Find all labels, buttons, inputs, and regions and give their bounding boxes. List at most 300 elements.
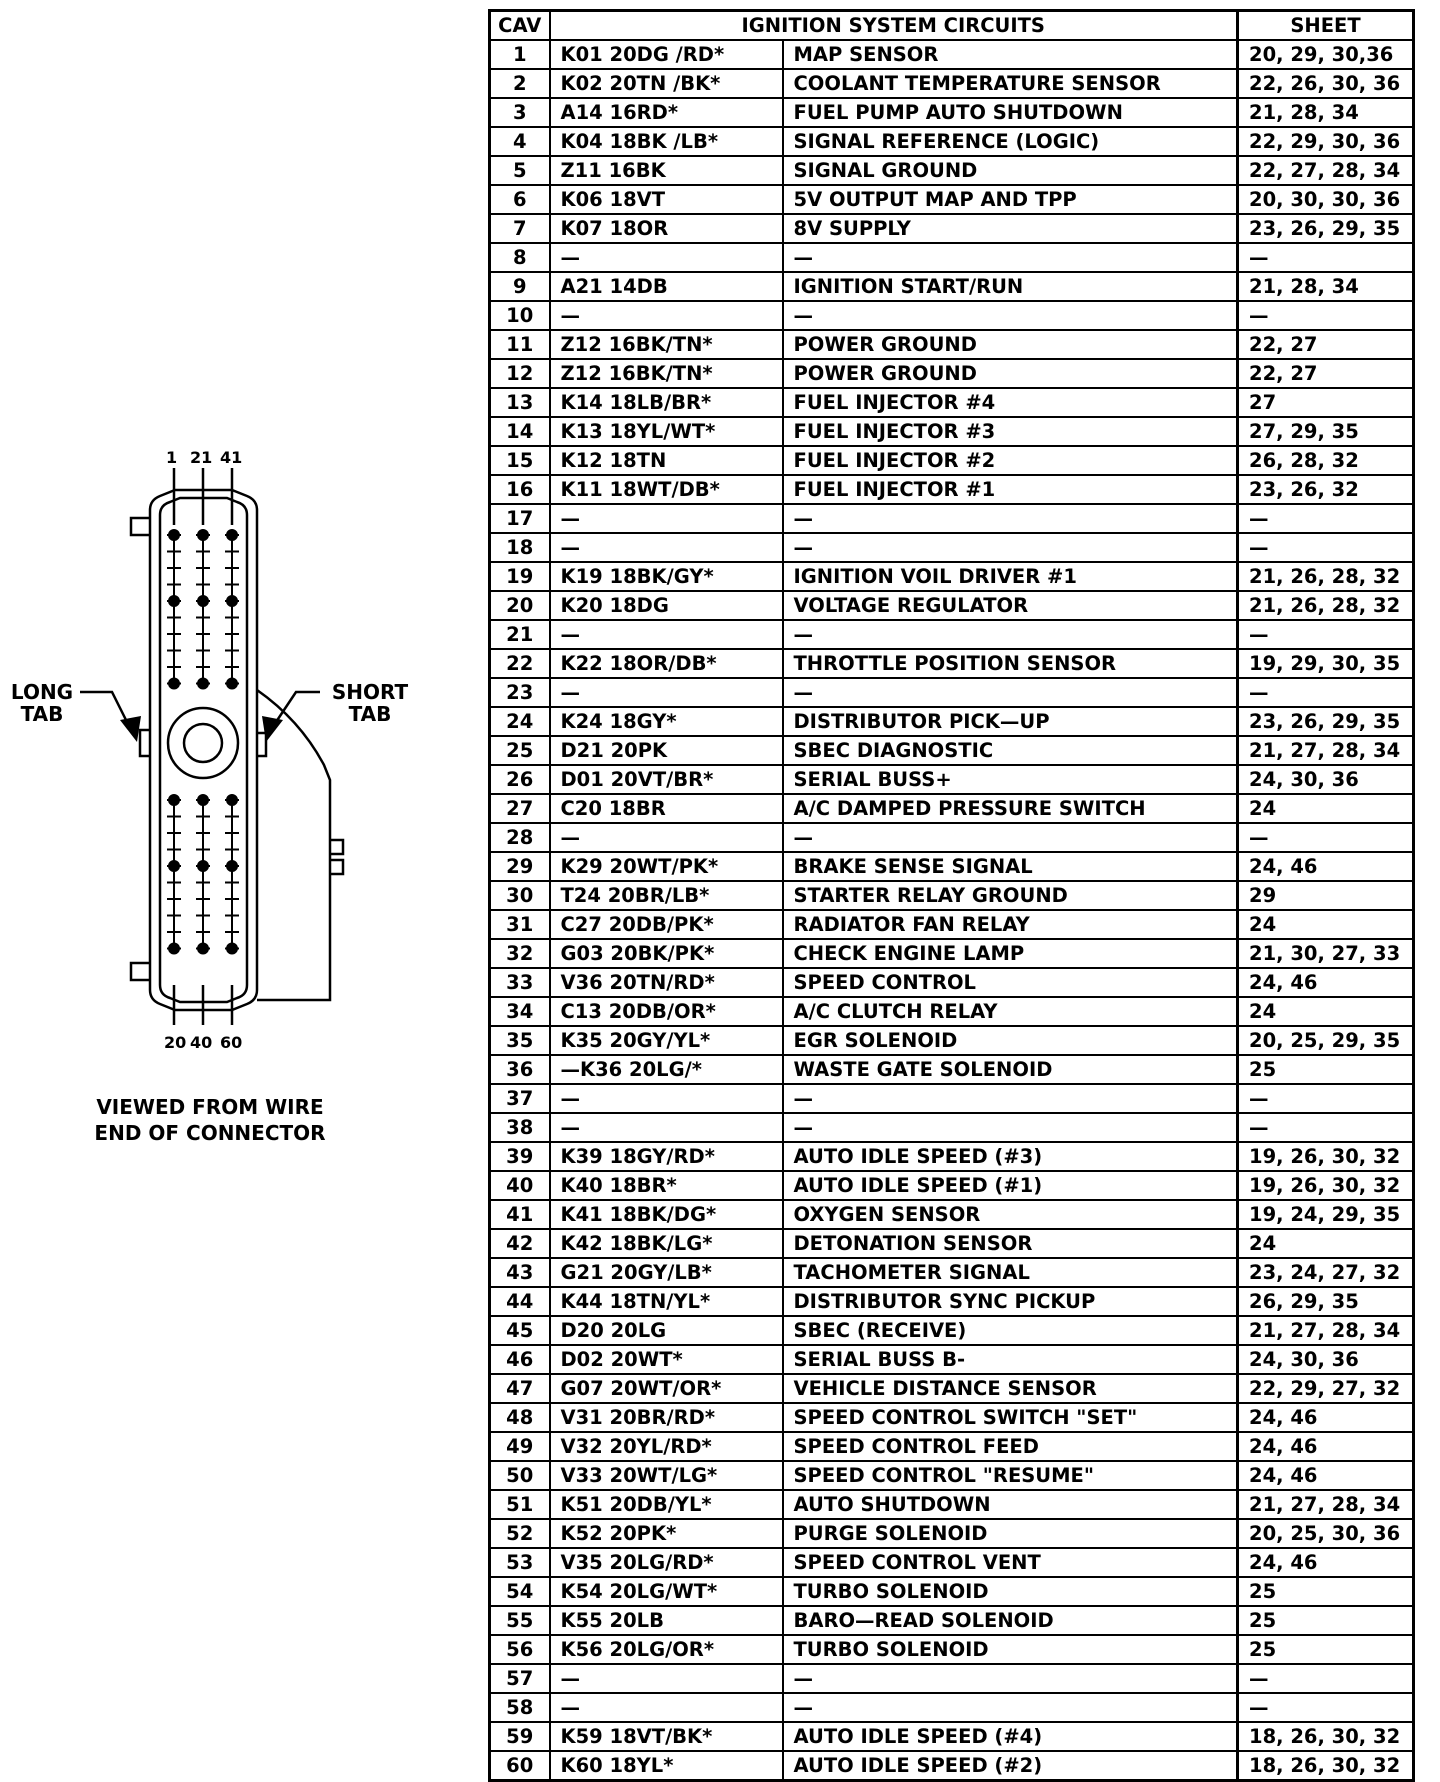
table-row [490, 794, 1414, 823]
cav-cell: 57 [490, 1664, 550, 1693]
pin-dot [198, 795, 208, 805]
sheet-cell: 22, 26, 30, 36 [1238, 69, 1414, 98]
wire-cell: T24 20BR/LB* [550, 881, 783, 910]
circuit-cell: TURBO SOLENOID [783, 1577, 1238, 1606]
sheet-cell: 21, 27, 28, 34 [1238, 1490, 1414, 1519]
cav-cell: 47 [490, 1374, 550, 1403]
table-row [490, 649, 1414, 678]
sheet-cell: 19, 24, 29, 35 [1238, 1200, 1414, 1229]
circuit-cell: — [783, 620, 1238, 649]
table-body [490, 40, 1414, 1781]
table-row [490, 997, 1414, 1026]
pin-label-20: 20 [164, 1033, 187, 1052]
short-tab-label-line1: SHORT [331, 680, 409, 704]
wire-cell: C13 20DB/OR* [550, 997, 783, 1026]
sheet-cell: 25 [1238, 1577, 1414, 1606]
wire-cell: K13 18YL/WT* [550, 417, 783, 446]
ignition-circuits-table [488, 9, 1415, 1782]
wire-cell: K35 20GY/YL* [550, 1026, 783, 1055]
circuit-cell: PURGE SOLENOID [783, 1519, 1238, 1548]
circuit-cell: AUTO IDLE SPEED (#3) [783, 1142, 1238, 1171]
sheet-cell: 20, 30, 30, 36 [1238, 185, 1414, 214]
circuit-cell: AUTO IDLE SPEED (#4) [783, 1722, 1238, 1751]
wire-cell: — [550, 678, 783, 707]
circuit-cell: AUTO IDLE SPEED (#2) [783, 1751, 1238, 1781]
caption-line2: END OF CONNECTOR [94, 1121, 326, 1145]
circuit-cell: FUEL INJECTOR #3 [783, 417, 1238, 446]
sheet-cell: 25 [1238, 1606, 1414, 1635]
circuit-cell: IGNITION VOIL DRIVER #1 [783, 562, 1238, 591]
pin-dot [227, 596, 237, 606]
sheet-cell: 21, 26, 28, 32 [1238, 591, 1414, 620]
table-row [490, 185, 1414, 214]
cav-cell: 49 [490, 1432, 550, 1461]
sheet-cell: 24 [1238, 910, 1414, 939]
sheet-cell: 20, 25, 30, 36 [1238, 1519, 1414, 1548]
table-row [490, 214, 1414, 243]
table-row [490, 1055, 1414, 1084]
table-row [490, 707, 1414, 736]
sheet-cell: 22, 29, 27, 32 [1238, 1374, 1414, 1403]
wire-cell: — [550, 243, 783, 272]
circuit-cell: — [783, 823, 1238, 852]
pin-dot [169, 679, 179, 689]
sheet-cell: 24 [1238, 1229, 1414, 1258]
pin-label-60: 60 [220, 1033, 243, 1052]
cav-cell: 24 [490, 707, 550, 736]
sheet-cell: 24, 46 [1238, 1548, 1414, 1577]
wire-cell: K14 18LB/BR* [550, 388, 783, 417]
sheet-cell: — [1238, 301, 1414, 330]
circuit-cell: IGNITION START/RUN [783, 272, 1238, 301]
wire-cell: V32 20YL/RD* [550, 1432, 783, 1461]
cav-cell: 44 [490, 1287, 550, 1316]
cav-cell: 45 [490, 1316, 550, 1345]
sheet-cell: 27, 29, 35 [1238, 417, 1414, 446]
sheet-cell: 21, 27, 28, 34 [1238, 736, 1414, 765]
table-row [490, 1229, 1414, 1258]
wire-cell: K04 18BK /LB* [550, 127, 783, 156]
header-circuits: IGNITION SYSTEM CIRCUITS [550, 11, 1238, 41]
sheet-cell: 24, 46 [1238, 1403, 1414, 1432]
cav-cell: 39 [490, 1142, 550, 1171]
wire-cell: K11 18WT/DB* [550, 475, 783, 504]
wire-cell: K60 18YL* [550, 1751, 783, 1781]
table-row [490, 1345, 1414, 1374]
cav-cell: 5 [490, 156, 550, 185]
wire-cell: K41 18BK/DG* [550, 1200, 783, 1229]
table-row [490, 620, 1414, 649]
wire-cell: G07 20WT/OR* [550, 1374, 783, 1403]
wire-cell: K29 20WT/PK* [550, 852, 783, 881]
table-row [490, 968, 1414, 997]
sheet-cell: 24, 30, 36 [1238, 765, 1414, 794]
cav-cell: 35 [490, 1026, 550, 1055]
wire-cell: V31 20BR/RD* [550, 1403, 783, 1432]
wire-cell: G21 20GY/LB* [550, 1258, 783, 1287]
cav-cell: 58 [490, 1693, 550, 1722]
sheet-cell: 22, 27 [1238, 330, 1414, 359]
pin-label-21: 21 [190, 448, 213, 467]
table-row [490, 1693, 1414, 1722]
table-row [490, 446, 1414, 475]
table-row [490, 359, 1414, 388]
pin-label-1: 1 [166, 448, 178, 467]
table-row [490, 881, 1414, 910]
circuit-cell: SPEED CONTROL FEED [783, 1432, 1238, 1461]
cav-cell: 27 [490, 794, 550, 823]
wire-cell: —K36 20LG/* [550, 1055, 783, 1084]
wire-cell: — [550, 620, 783, 649]
sheet-cell: 24, 46 [1238, 1461, 1414, 1490]
sheet-cell: — [1238, 1084, 1414, 1113]
wire-cell: Z12 16BK/TN* [550, 359, 783, 388]
wire-cell: K01 20DG /RD* [550, 40, 783, 69]
cav-cell: 22 [490, 649, 550, 678]
cav-cell: 55 [490, 1606, 550, 1635]
wire-cell: G03 20BK/PK* [550, 939, 783, 968]
pin-dot [169, 795, 179, 805]
wire-cell: K22 18OR/DB* [550, 649, 783, 678]
cav-cell: 31 [490, 910, 550, 939]
cav-cell: 18 [490, 533, 550, 562]
circuit-cell: POWER GROUND [783, 359, 1238, 388]
table-row [490, 1490, 1414, 1519]
cav-cell: 41 [490, 1200, 550, 1229]
wire-cell: K59 18VT/BK* [550, 1722, 783, 1751]
wire-cell: V35 20LG/RD* [550, 1548, 783, 1577]
table-header-row [490, 11, 1414, 41]
sheet-cell: 23, 26, 32 [1238, 475, 1414, 504]
cav-cell: 19 [490, 562, 550, 591]
cav-cell: 42 [490, 1229, 550, 1258]
circuit-cell: WASTE GATE SOLENOID [783, 1055, 1238, 1084]
long-tab-label-line2: TAB [20, 702, 64, 726]
wire-cell: D01 20VT/BR* [550, 765, 783, 794]
circuit-cell: AUTO SHUTDOWN [783, 1490, 1238, 1519]
wire-cell: — [550, 301, 783, 330]
long-tab-label [6, 681, 78, 725]
sheet-cell: — [1238, 678, 1414, 707]
cav-cell: 40 [490, 1171, 550, 1200]
table-row [490, 1200, 1414, 1229]
cav-cell: 13 [490, 388, 550, 417]
wire-cell: K20 18DG [550, 591, 783, 620]
circuit-cell: RADIATOR FAN RELAY [783, 910, 1238, 939]
wire-cell: C27 20DB/PK* [550, 910, 783, 939]
circuit-cell: FUEL INJECTOR #2 [783, 446, 1238, 475]
circuit-cell: — [783, 533, 1238, 562]
table-row [490, 823, 1414, 852]
table-row [490, 417, 1414, 446]
wire-cell: — [550, 1113, 783, 1142]
wire-cell: Z11 16BK [550, 156, 783, 185]
cav-cell: 60 [490, 1751, 550, 1781]
sheet-cell: 19, 26, 30, 32 [1238, 1171, 1414, 1200]
sheet-cell: — [1238, 620, 1414, 649]
table-row [490, 127, 1414, 156]
pin-dot [198, 596, 208, 606]
circuit-cell: DISTRIBUTOR SYNC PICKUP [783, 1287, 1238, 1316]
table-row [490, 388, 1414, 417]
table-row [490, 1577, 1414, 1606]
cav-cell: 29 [490, 852, 550, 881]
diagram-caption [60, 1094, 360, 1146]
sheet-cell: 24, 46 [1238, 852, 1414, 881]
table-row [490, 504, 1414, 533]
pin-label-41: 41 [220, 448, 243, 467]
circuit-cell: VOLTAGE REGULATOR [783, 591, 1238, 620]
circuit-cell: DETONATION SENSOR [783, 1229, 1238, 1258]
sheet-cell: 22, 27 [1238, 359, 1414, 388]
sheet-cell: 24, 46 [1238, 1432, 1414, 1461]
table-row [490, 533, 1414, 562]
table-row [490, 591, 1414, 620]
wire-cell: K07 18OR [550, 214, 783, 243]
table-row [490, 1461, 1414, 1490]
table-row [490, 562, 1414, 591]
wire-cell: K06 18VT [550, 185, 783, 214]
pin-dot [227, 795, 237, 805]
sheet-cell: 20, 25, 29, 35 [1238, 1026, 1414, 1055]
cav-cell: 20 [490, 591, 550, 620]
table-row [490, 1113, 1414, 1142]
sheet-cell: 29 [1238, 881, 1414, 910]
wire-cell: K24 18GY* [550, 707, 783, 736]
sheet-cell: 26, 29, 35 [1238, 1287, 1414, 1316]
wire-cell: K55 20LB [550, 1606, 783, 1635]
cav-cell: 37 [490, 1084, 550, 1113]
circuit-cell: — [783, 1693, 1238, 1722]
table-row [490, 301, 1414, 330]
cav-cell: 50 [490, 1461, 550, 1490]
cav-cell: 33 [490, 968, 550, 997]
wire-cell: K44 18TN/YL* [550, 1287, 783, 1316]
wire-cell: D21 20PK [550, 736, 783, 765]
pin-dot [198, 944, 208, 954]
table-row [490, 910, 1414, 939]
circuit-cell: STARTER RELAY GROUND [783, 881, 1238, 910]
table-row [490, 156, 1414, 185]
cav-cell: 34 [490, 997, 550, 1026]
cav-cell: 2 [490, 69, 550, 98]
short-tab-label [326, 681, 414, 725]
cav-cell: 10 [490, 301, 550, 330]
circuit-cell: — [783, 678, 1238, 707]
sheet-cell: — [1238, 1113, 1414, 1142]
wire-cell: K42 18BK/LG* [550, 1229, 783, 1258]
table-row [490, 1664, 1414, 1693]
wire-cell: — [550, 823, 783, 852]
sheet-cell: 23, 26, 29, 35 [1238, 214, 1414, 243]
wire-cell: — [550, 1693, 783, 1722]
table-row [490, 69, 1414, 98]
wire-cell: A21 14DB [550, 272, 783, 301]
cav-cell: 54 [490, 1577, 550, 1606]
table-row [490, 1635, 1414, 1664]
wire-cell: K19 18BK/GY* [550, 562, 783, 591]
sheet-cell: 25 [1238, 1635, 1414, 1664]
circuit-cell: FUEL INJECTOR #4 [783, 388, 1238, 417]
cav-cell: 23 [490, 678, 550, 707]
wire-cell: — [550, 1084, 783, 1113]
table-row [490, 765, 1414, 794]
circuit-cell: SPEED CONTROL "RESUME" [783, 1461, 1238, 1490]
sheet-cell: 21, 30, 27, 33 [1238, 939, 1414, 968]
sheet-cell: — [1238, 823, 1414, 852]
cav-cell: 43 [490, 1258, 550, 1287]
circuit-cell: SERIAL BUSS+ [783, 765, 1238, 794]
sheet-cell: 21, 27, 28, 34 [1238, 1316, 1414, 1345]
table-row [490, 1432, 1414, 1461]
sheet-cell: 25 [1238, 1055, 1414, 1084]
sheet-cell: — [1238, 504, 1414, 533]
cav-cell: 59 [490, 1722, 550, 1751]
table-row [490, 330, 1414, 359]
circuit-cell: A/C DAMPED PRESSURE SWITCH [783, 794, 1238, 823]
wire-cell: D02 20WT* [550, 1345, 783, 1374]
short-tab-label-line2: TAB [348, 702, 392, 726]
wire-cell: V33 20WT/LG* [550, 1461, 783, 1490]
table-row [490, 1548, 1414, 1577]
circuit-cell: — [783, 301, 1238, 330]
pin-label-40: 40 [190, 1033, 213, 1052]
table-row [490, 1374, 1414, 1403]
pin-dot [198, 679, 208, 689]
pin-dot [227, 679, 237, 689]
sheet-cell: 22, 27, 28, 34 [1238, 156, 1414, 185]
sheet-cell: 21, 28, 34 [1238, 98, 1414, 127]
cav-cell: 16 [490, 475, 550, 504]
circuit-cell: — [783, 1664, 1238, 1693]
circuit-cell: EGR SOLENOID [783, 1026, 1238, 1055]
circuit-cell: SERIAL BUSS B- [783, 1345, 1238, 1374]
cav-cell: 38 [490, 1113, 550, 1142]
wire-cell: C20 18BR [550, 794, 783, 823]
cav-cell: 51 [490, 1490, 550, 1519]
pin-dot [227, 861, 237, 871]
circuit-cell: 8V SUPPLY [783, 214, 1238, 243]
wire-cell: — [550, 504, 783, 533]
cav-cell: 32 [490, 939, 550, 968]
sheet-cell: 24, 46 [1238, 968, 1414, 997]
sheet-cell: 23, 26, 29, 35 [1238, 707, 1414, 736]
sheet-cell: 27 [1238, 388, 1414, 417]
circuit-cell: TACHOMETER SIGNAL [783, 1258, 1238, 1287]
circuit-cell: COOLANT TEMPERATURE SENSOR [783, 69, 1238, 98]
circuit-cell: SPEED CONTROL SWITCH "SET" [783, 1403, 1238, 1432]
circuit-cell: SIGNAL GROUND [783, 156, 1238, 185]
cav-cell: 11 [490, 330, 550, 359]
circuit-cell: BARO—READ SOLENOID [783, 1606, 1238, 1635]
circuit-cell: AUTO IDLE SPEED (#1) [783, 1171, 1238, 1200]
table-row [490, 1171, 1414, 1200]
cav-cell: 46 [490, 1345, 550, 1374]
circuit-cell: THROTTLE POSITION SENSOR [783, 649, 1238, 678]
sheet-cell: 19, 29, 30, 35 [1238, 649, 1414, 678]
circuit-cell: SBEC DIAGNOSTIC [783, 736, 1238, 765]
table-row [490, 98, 1414, 127]
circuit-cell: FUEL PUMP AUTO SHUTDOWN [783, 98, 1238, 127]
table-row [490, 1316, 1414, 1345]
wire-cell: K51 20DB/YL* [550, 1490, 783, 1519]
wire-cell: K56 20LG/OR* [550, 1635, 783, 1664]
cav-cell: 36 [490, 1055, 550, 1084]
cav-cell: 4 [490, 127, 550, 156]
cav-cell: 28 [490, 823, 550, 852]
cav-cell: 48 [490, 1403, 550, 1432]
connector-diagram [0, 0, 480, 1758]
cav-cell: 25 [490, 736, 550, 765]
pin-dot [227, 530, 237, 540]
cav-cell: 53 [490, 1548, 550, 1577]
circuit-cell: VEHICLE DISTANCE SENSOR [783, 1374, 1238, 1403]
pin-dot [198, 530, 208, 540]
table-row [490, 1519, 1414, 1548]
cav-cell: 26 [490, 765, 550, 794]
circuit-cell: TURBO SOLENOID [783, 1635, 1238, 1664]
cav-cell: 8 [490, 243, 550, 272]
sheet-cell: 24, 30, 36 [1238, 1345, 1414, 1374]
header-sheet: SHEET [1238, 11, 1414, 41]
sheet-cell: 22, 29, 30, 36 [1238, 127, 1414, 156]
table-row [490, 1722, 1414, 1751]
table-row [490, 1026, 1414, 1055]
sheet-cell: — [1238, 243, 1414, 272]
circuit-cell: BRAKE SENSE SIGNAL [783, 852, 1238, 881]
table-row [490, 1751, 1414, 1781]
wire-cell: K39 18GY/RD* [550, 1142, 783, 1171]
pin-dot [169, 944, 179, 954]
pin-dot [169, 530, 179, 540]
sheet-cell: 26, 28, 32 [1238, 446, 1414, 475]
cav-cell: 52 [490, 1519, 550, 1548]
table-row [490, 1403, 1414, 1432]
cav-cell: 12 [490, 359, 550, 388]
table-row [490, 40, 1414, 69]
wire-cell: — [550, 1664, 783, 1693]
cav-cell: 17 [490, 504, 550, 533]
wire-cell: — [550, 533, 783, 562]
cav-cell: 14 [490, 417, 550, 446]
circuit-cell: A/C CLUTCH RELAY [783, 997, 1238, 1026]
cav-cell: 3 [490, 98, 550, 127]
wire-cell: K52 20PK* [550, 1519, 783, 1548]
circuit-cell: SPEED CONTROL VENT [783, 1548, 1238, 1577]
caption-line1: VIEWED FROM WIRE [96, 1095, 324, 1119]
sheet-cell: 18, 26, 30, 32 [1238, 1722, 1414, 1751]
cav-cell: 9 [490, 272, 550, 301]
table-row [490, 678, 1414, 707]
sheet-cell: 21, 26, 28, 32 [1238, 562, 1414, 591]
circuit-cell: SPEED CONTROL [783, 968, 1238, 997]
circuit-cell: CHECK ENGINE LAMP [783, 939, 1238, 968]
pin-dot [169, 596, 179, 606]
table-row [490, 1142, 1414, 1171]
sheet-cell: 24 [1238, 997, 1414, 1026]
sheet-cell: — [1238, 1664, 1414, 1693]
sheet-cell: — [1238, 1693, 1414, 1722]
wire-cell: K40 18BR* [550, 1171, 783, 1200]
sheet-cell: 21, 28, 34 [1238, 272, 1414, 301]
wire-cell: V36 20TN/RD* [550, 968, 783, 997]
sheet-cell: 18, 26, 30, 32 [1238, 1751, 1414, 1781]
pin-dot [198, 861, 208, 871]
cav-cell: 6 [490, 185, 550, 214]
table-row [490, 852, 1414, 881]
circuit-cell: — [783, 1113, 1238, 1142]
wire-cell: Z12 16BK/TN* [550, 330, 783, 359]
